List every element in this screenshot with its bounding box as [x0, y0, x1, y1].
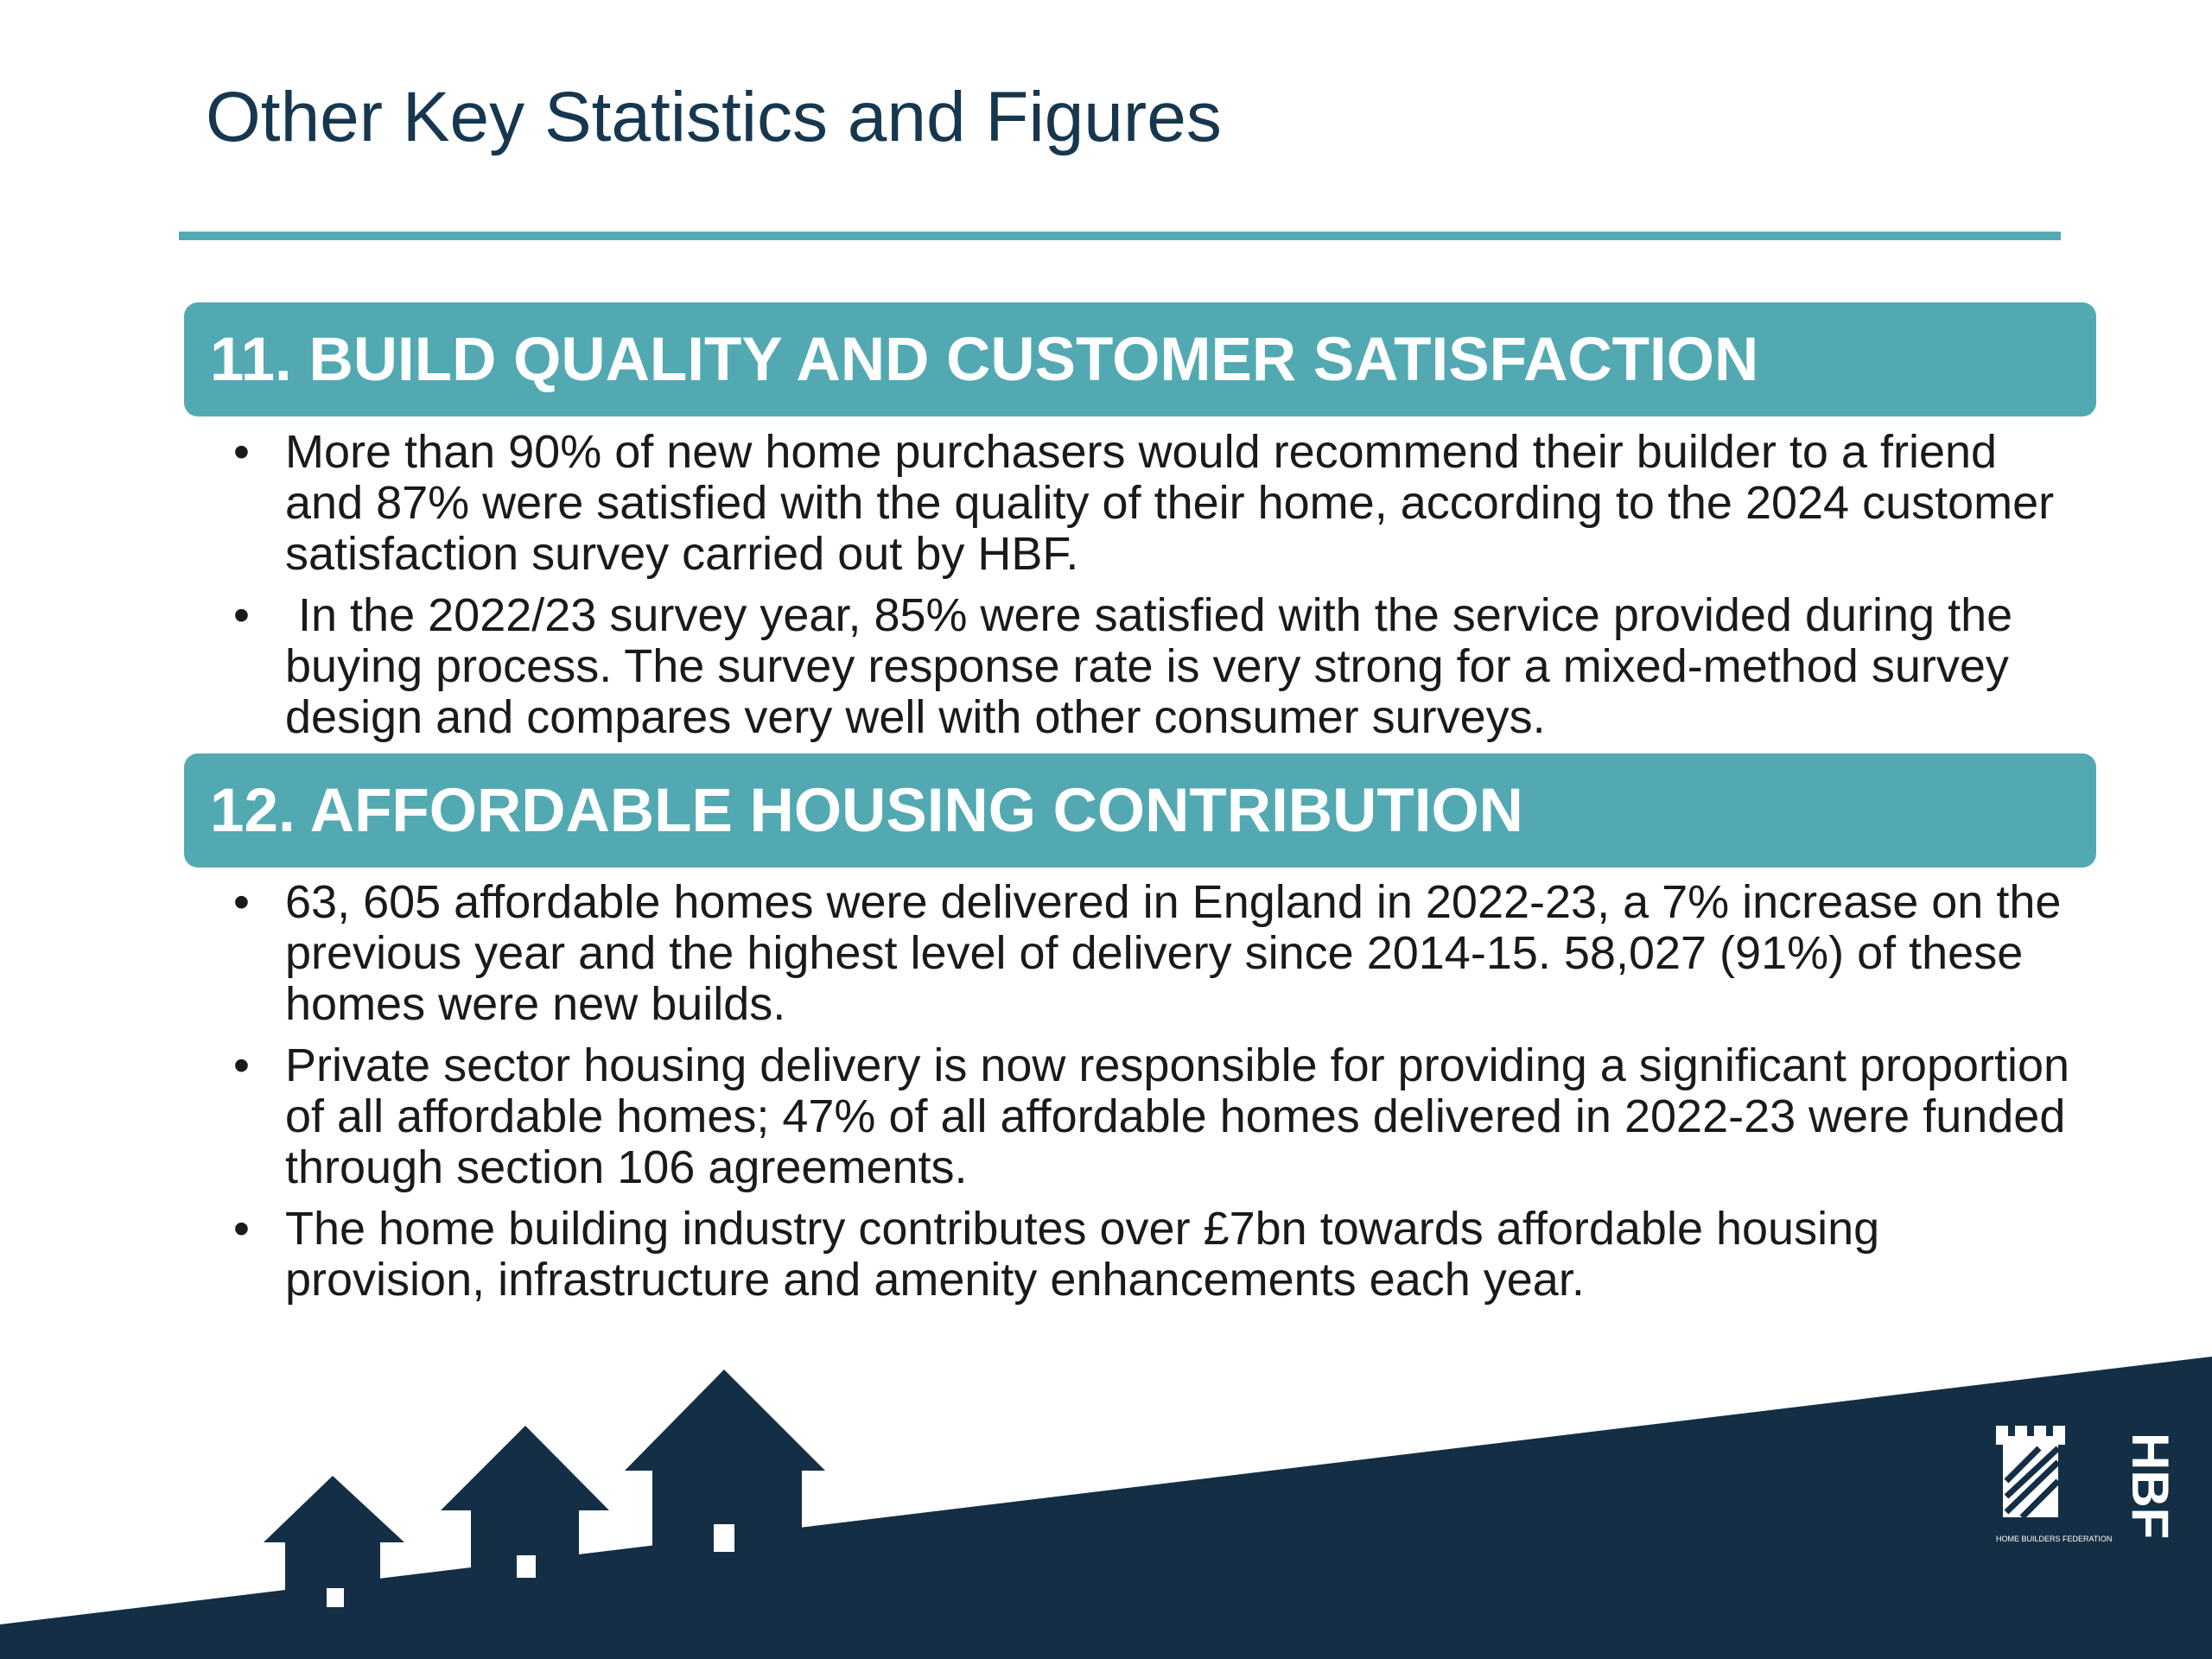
house-window [327, 1588, 344, 1607]
list-item [233, 427, 2074, 580]
list-item [233, 1204, 2074, 1306]
footer-houses-graphic [0, 1348, 2212, 1659]
bullet-point: • [233, 876, 250, 928]
logo-subtitle: HOME BUILDERS FEDERATION [1996, 1535, 2113, 1543]
title-divider [179, 232, 2061, 240]
section-header-affordable-housing [184, 753, 2096, 868]
section-heading: 11. BUILD QUALITY AND CUSTOMER SATISFACTION [210, 325, 1759, 394]
list-item [233, 1040, 2074, 1193]
bullet-point: • [233, 1203, 250, 1255]
house-window [714, 1524, 734, 1552]
bullet-point: • [233, 426, 250, 478]
list-item [233, 590, 2074, 743]
section-heading: 12. AFFORDABLE HOUSING CONTRIBUTION [210, 776, 1523, 845]
bullet-text: 63, 605 affordable homes were delivered in England in 2022-23, a 7% increase on the previous year and the highest level of delivery since 2014-15. 58,027 (91%) of these homes were new builds. [285, 876, 2062, 1030]
bullet-point: • [233, 1039, 250, 1091]
bullet-point: • [233, 589, 250, 641]
page-title: Other Key Statistics and Figures [206, 78, 1222, 156]
bullet-text: Private sector housing delivery is now responsible for providing a significant proportion of all affordable homes; 47% of all affordable homes delivered in 2022-23 were funded through section 106 agreements. [285, 1039, 2070, 1193]
bullet-list-build-quality [233, 427, 2074, 753]
logo-wordmark: HBF [2121, 1433, 2179, 1540]
bullet-text: The home building industry contributes over £7bn towards affordable housing provision, infrastructure and amenity enhancements each year. [285, 1203, 1880, 1306]
bullet-text: In the 2022/23 survey year, 85% were satisfied with the service provided during the buying process. The survey response rate is very strong for a mixed-method survey design and compares very well with other consumer surveys. [285, 589, 2026, 743]
hbf-logo [1987, 1417, 2179, 1555]
section-header-build-quality [184, 302, 2096, 416]
bullet-text: More than 90% of new home purchasers would recommend their builder to a friend and 87% were satisfied with the quality of their home, according to the 2024 customer satisfaction survey carried out by HBF. [285, 426, 2055, 580]
house-window [517, 1555, 536, 1578]
bullet-list-affordable-housing [233, 877, 2074, 1316]
list-item [233, 877, 2074, 1030]
